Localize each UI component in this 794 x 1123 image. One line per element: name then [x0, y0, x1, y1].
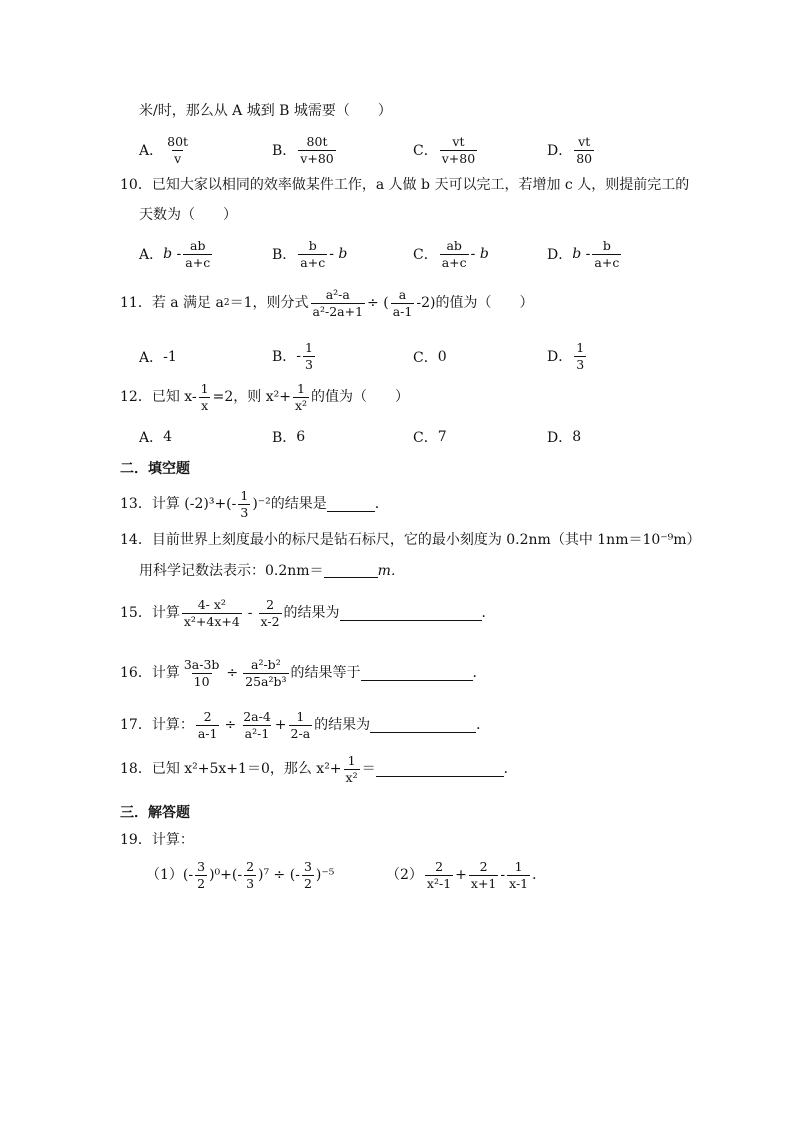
section-solve-heading: 三．解答题 [120, 805, 190, 821]
q15-answer-blank[interactable] [340, 606, 482, 621]
q9-option-c[interactable]: C． $\frac{vt}{v+80}$ [413, 134, 476, 166]
q11-option-c[interactable]: C． 0 [413, 349, 447, 366]
q18-line: 18．已知 x²+5x+1＝0，那么 x²+ $\frac{1}{\text{x²}}$ ＝ ． [120, 753, 518, 785]
q15-line: 15．计算 $\frac{\text{4- x²}}{\text{x²+4x+4}}$ - $\frac{2}{x-2}$ 的结果为 ． [120, 597, 496, 629]
q19-line1: 19．计算： [120, 832, 194, 848]
q14-line1: 14．目前世界上刻度最小的标尺是钻石标尺，它的最小刻度为 0.2nm（其中 1nm＝10⁻⁹m） [120, 532, 701, 548]
q11-option-d[interactable]: D． $\frac{1}{3}$ [547, 340, 585, 372]
section-fill-in-heading: 二．填空题 [120, 461, 190, 477]
q10-line1: 10．已知大家以相同的效率做某件工作，a 人做 b 天可以完工，若增加 c 人，则提前完工的 [120, 177, 690, 193]
q19-part2: （2） $\frac{2}{\text{x²-1}}$ + $\frac{2}{x+1}$ - $\frac{1}{x-1}$ ． [386, 859, 547, 891]
q10-line2: 天数为（ ） [139, 207, 237, 223]
q16-line: 16．计算 $\frac{3a-3b}{10}$ ÷ $\frac{\text{a²-b²}}{\text{25a²b³}}$ 的结果等于 ． [120, 657, 487, 689]
q11-line: 11．若 a 满足 a 2 ＝1，则分式 $\frac{\text{a²-a}}{\text{a²-2a+1}}$ ÷ ( $\frac{a}{a-1}$ -2)的值为（ ） [120, 287, 534, 319]
q11-option-b[interactable]: B． - $\frac{1}{3}$ [272, 340, 313, 372]
q17-answer-blank[interactable] [370, 718, 476, 733]
q16-answer-blank[interactable] [361, 666, 473, 681]
q11-option-a[interactable]: A． -1 [139, 349, 177, 366]
q10-option-c[interactable]: C． $\frac{ab}{a+c}$ - b [413, 238, 489, 270]
q18-answer-blank[interactable] [376, 762, 504, 777]
q12-option-a[interactable]: A． 4 [139, 429, 173, 446]
q13-line: 13．计算 (-2)³+(- $\frac{1}{3}$ )⁻²的结果是 ． [120, 488, 389, 520]
q9-line: 米/时，那么从 A 城到 B 城需要（ ） [139, 103, 392, 119]
q9-option-d[interactable]: D． $\frac{vt}{80}$ [547, 134, 593, 166]
q9-option-a[interactable]: A． $\frac{80t}{v}$ [139, 134, 189, 166]
q9-option-b[interactable]: B． $\frac{80t}{v+80}$ [272, 134, 334, 166]
q12-line: 12．已知 x- $\frac{1}{x}$ =2，则 x²+ $\frac{1}{\text{x²}}$ 的值为（ ） [120, 381, 409, 413]
q19-part1: （1） (- $\frac{3}{2}$ )⁰+(- $\frac{2}{3}$ )⁷ ÷ (- $\frac{3}{2}$ )⁻⁵ [146, 859, 335, 891]
q12-option-b[interactable]: B． 6 [272, 429, 306, 446]
q10-option-a[interactable]: A． b - $\frac{ab}{a+c}$ [139, 238, 211, 270]
q13-answer-blank[interactable] [327, 497, 375, 512]
q14-answer-blank[interactable] [324, 563, 378, 578]
q17-line: 17．计算： $\frac{2}{a-1}$ ÷ $\frac{2a-4}{\text{a²-1}}$ + $\frac{1}{2-a}$ 的结果为 ． [120, 709, 491, 741]
q12-option-d[interactable]: D． 8 [547, 429, 582, 446]
q10-option-b[interactable]: B． $\frac{b}{a+c}$ - b [272, 238, 348, 270]
q14-line2: 用科学记数法表示：0.2nm＝ m． [139, 562, 405, 579]
q10-option-d[interactable]: D． b - $\frac{b}{a+c}$ [547, 238, 620, 270]
q12-option-c[interactable]: C． 7 [413, 429, 447, 446]
